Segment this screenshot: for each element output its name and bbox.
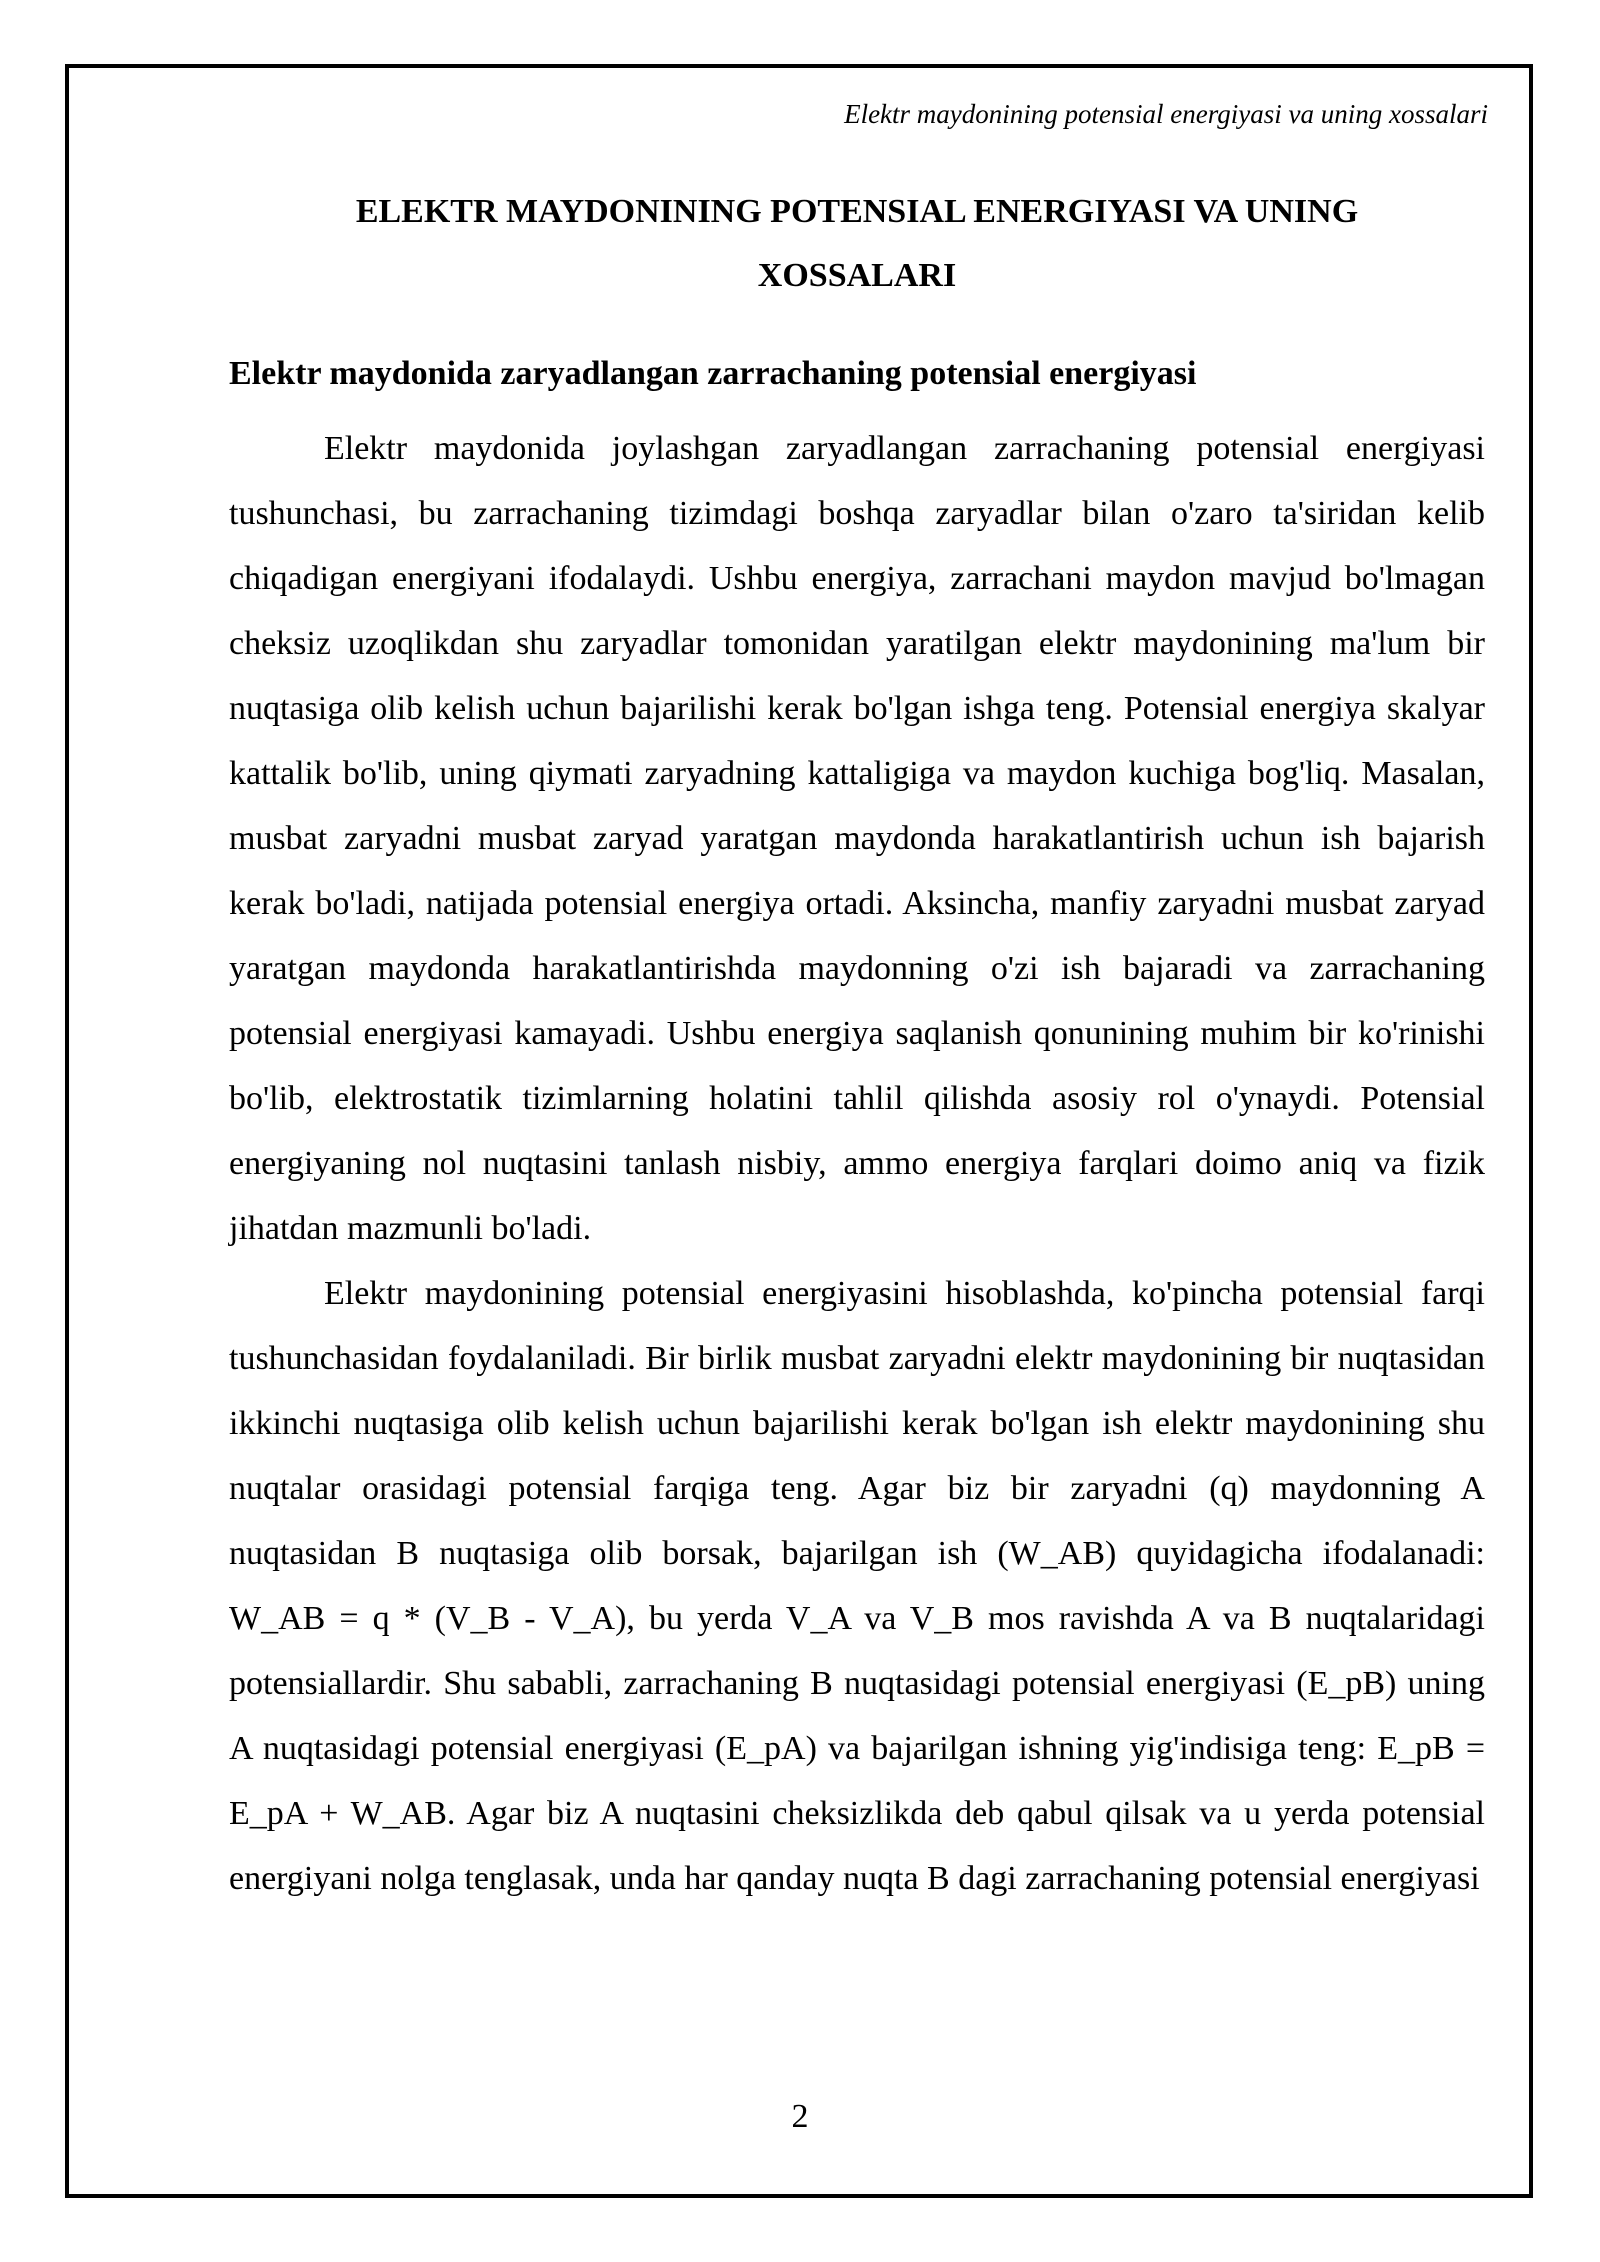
running-header: Elektr maydonining potensial energiyasi va uning xossalari [844,99,1488,129]
page-title: ELEKTR MAYDONINING POTENSIAL ENERGIYASI VA UNING XOSSALARI [355,193,1359,294]
body-paragraph: Elektr maydonining potensial energiyasini hisoblashda, ko'pincha potensial farqi tushunchasidan foydalaniladi. Bir birlik musbat zaryadni elektr maydonining bir nuqtasidan ikkinchi nuqtasiga olib kelish uchun bajarilishi kerak bo'lgan ish elektr maydonining shu nuqtalar orasidagi potensial farqiga teng. Agar biz bir zaryadni (q) maydonning A nuqtasidan B nuqtasiga olib borsak, bajarilgan ish (W_AB) quyidagicha ifodalanadi: W_AB = q * (V_B - V_A), bu yerda V_A va V_B mos ravishda A va B nuqtalaridagi potensiallardir. Shu sababli, zarrachaning B nuqtasidagi potensial energiyasi (E_pB) uning A nuqtasidagi potensial energiyasi (E_pA) va bajarilgan ishning yig'indisiga teng: E_pB = E_pA + W_AB. Agar biz A nuqtasini cheksizlikda deb qabul qilsak va u yerda potensial energiyani nolga tenglasak, unda har qanday nuqta B dagi zarrachaning potensial energiyasi [229,1275,1485,1897]
body-paragraph: Elektr maydonida joylashgan zaryadlangan zarrachaning potensial energiyasi tushunchasi, bu zarrachaning tizimdagi boshqa zaryadlar bilan o'zaro ta'siridan kelib chiqadigan energiyani ifodalaydi. Ushbu energiya, zarrachani maydon mavjud bo'lmagan cheksiz uzoqlikdan shu zaryadlar tomonidan yaratilgan elektr maydonining ma'lum bir nuqtasiga olib kelish uchun bajarilishi kerak bo'lgan ishga teng. Potensial energiya skalyar kattalik bo'lib, uning qiymati zaryadning kattaligiga va maydon kuchiga bog'liq. Masalan, musbat zaryadni musbat zaryad yaratgan maydonda harakatlantirish uchun ish bajarish kerak bo'ladi, natijada potensial energiya ortadi. Aksincha, manfiy zaryadni musbat zaryad yaratgan maydonda harakatlantirishda maydonning o'zi ish bajaradi va zarrachaning potensial energiyasi kamayadi. Ushbu energiya saqlanish qonunining muhim bir ko'rinishi bo'lib, elektrostatik tizimlarning holatini tahlil qilishda asosiy rol o'ynaydi. Potensial energiyaning nol nuqtasini tanlash nisbiy, ammo energiya farqlari doimo aniq va fizik jihatdan mazmunli bo'ladi. [229,430,1485,1247]
page-number: 2 [791,2098,809,2135]
page-body [229,180,1485,1911]
section-heading: Elektr maydonida zaryadlangan zarrachaning potensial energiyasi [229,355,1197,392]
